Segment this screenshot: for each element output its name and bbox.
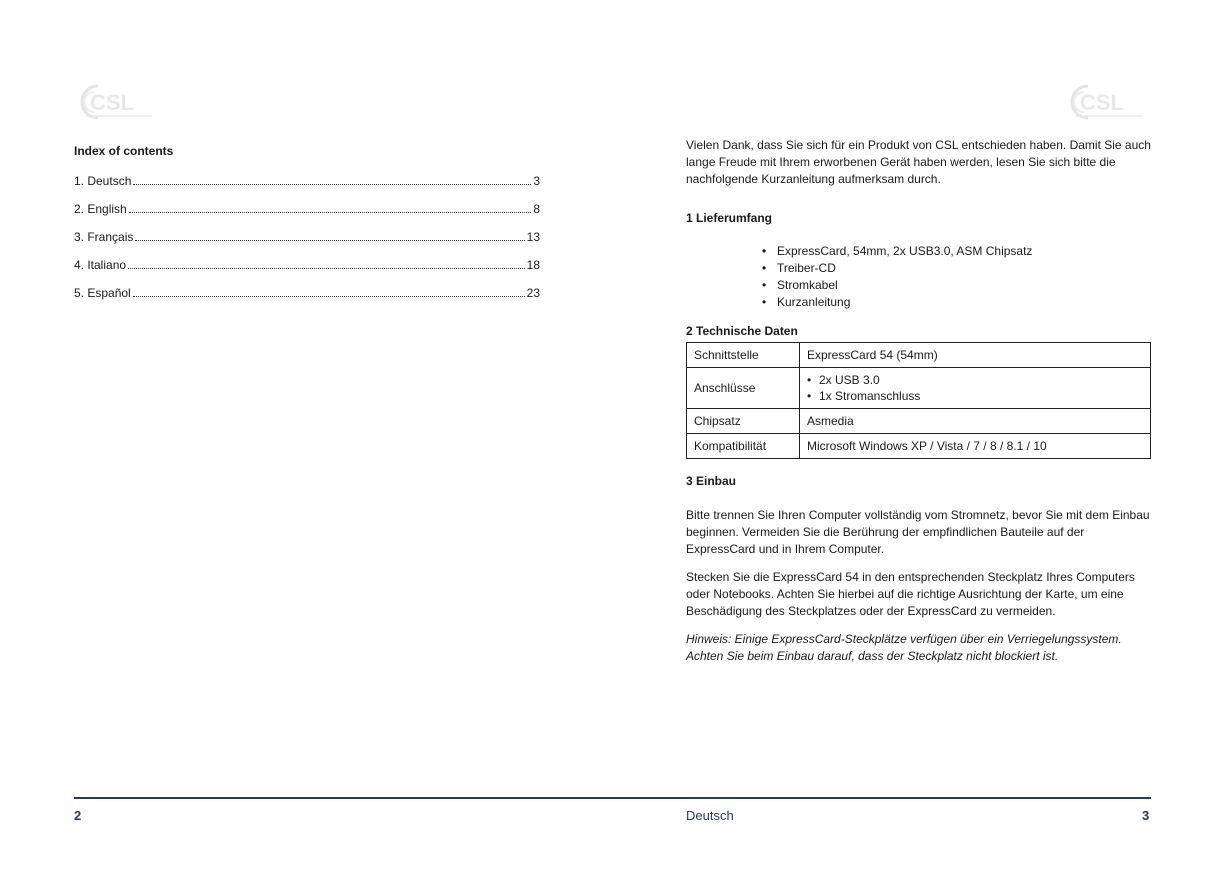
list-item: • Treiber-CD [762,260,1152,277]
section-title-technische-daten: 2 Technische Daten [686,324,798,338]
spec-value: ExpressCard 54 (54mm) [800,343,1151,368]
svg-text:CSL: CSL [90,90,134,115]
spec-value: Microsoft Windows XP / Vista / 7 / 8 / 8.1 / 10 [800,434,1151,459]
toc-entry-page: 3 [533,174,540,188]
spec-value-item: • 2x USB 3.0 [807,372,1143,388]
footer-divider [74,797,1151,799]
intro-paragraph: Vielen Dank, dass Sie sich für ein Produkt von CSL entschieden haben. Damit Sie auch lange Freude mit Ihrem erworbenen Gerät haben werden, lesen Sie sich bitte die nachfolgende Kurzanleitung aufmerksam durch. [686,138,1151,186]
page-number-right: 3 [1142,808,1150,823]
spec-value-item: • 1x Stromanschluss [807,388,1143,404]
spec-value: Asmedia [800,409,1151,434]
toc-entry[interactable] [74,202,540,230]
toc-entry-label: 5. Español [74,286,131,300]
spec-table [686,342,1151,459]
csl-logo-icon [78,82,156,122]
toc-entry[interactable] [74,286,540,314]
toc-entry-label: 4. Italiano [74,258,127,272]
toc-leader-dots [135,239,524,241]
installation-paragraph: Stecken Sie die ExpressCard 54 in den entsprechenden Steckplatz Ihres Computers oder Notebooks. Achten Sie hierbei auf die richtige Ausrichtung der Karte, um eine Beschädigung des Steckplatzes oder der ExpressCard zu vermeiden. [686,570,1135,618]
table-row [687,343,1151,368]
toc-entry[interactable] [74,258,540,286]
toc-entry-page: 23 [526,286,540,300]
table-row [687,434,1151,459]
table-row [687,409,1151,434]
page-number-left: 2 [74,808,82,823]
manual-content [686,137,1152,665]
list-item: • Stromkabel [762,277,1152,294]
toc-entry[interactable] [74,230,540,258]
toc-entry-label: 1. Deutsch [74,174,132,188]
toc-entry-label: 2. English [74,202,127,216]
csl-logo [1068,82,1146,122]
spec-key: Chipsatz [687,409,800,434]
spec-value [800,368,1151,409]
toc-leader-dots [129,211,532,213]
table-row [687,368,1151,409]
spec-key: Anschlüsse [687,368,800,409]
footer-language: Deutsch [686,808,734,823]
csl-logo [78,82,156,122]
toc-leader-dots [128,267,525,269]
list-item: • ExpressCard, 54mm, 2x USB3.0, ASM Chipsatz [762,243,1152,260]
section-title-lieferumfang: 1 Lieferumfang [686,211,773,225]
toc-entry-label: 3. Français [74,230,134,244]
svg-text:CSL: CSL [1080,90,1124,115]
list-item: • Kurzanleitung [762,294,1152,311]
package-contents-list [762,243,1152,311]
toc-entry[interactable] [74,174,540,202]
table-of-contents [74,144,540,314]
toc-leader-dots [133,295,525,297]
spec-key: Kompatibilität [687,434,800,459]
installation-paragraph: Bitte trennen Sie Ihren Computer vollständig vom Stromnetz, bevor Sie mit dem Einbau beginnen. Vermeiden Sie die Berührung der empfindlichen Bauteile auf der ExpressCard und in Ihrem Computer. [686,508,1150,556]
toc-leader-dots [133,183,531,185]
toc-entry-page: 8 [533,202,540,216]
toc-entry-page: 13 [526,230,540,244]
toc-entry-page: 18 [526,258,540,272]
csl-logo-icon [1068,82,1146,122]
spec-key: Schnittstelle [687,343,800,368]
toc-title: Index of contents [74,144,174,158]
section-title-einbau: 3 Einbau [686,474,737,488]
installation-note: Hinweis: Einige ExpressCard-Steckplätze verfügen über ein Verriegelungssystem. Achten Sie beim Einbau darauf, dass der Steckplatz nicht blockiert ist. [686,632,1122,663]
